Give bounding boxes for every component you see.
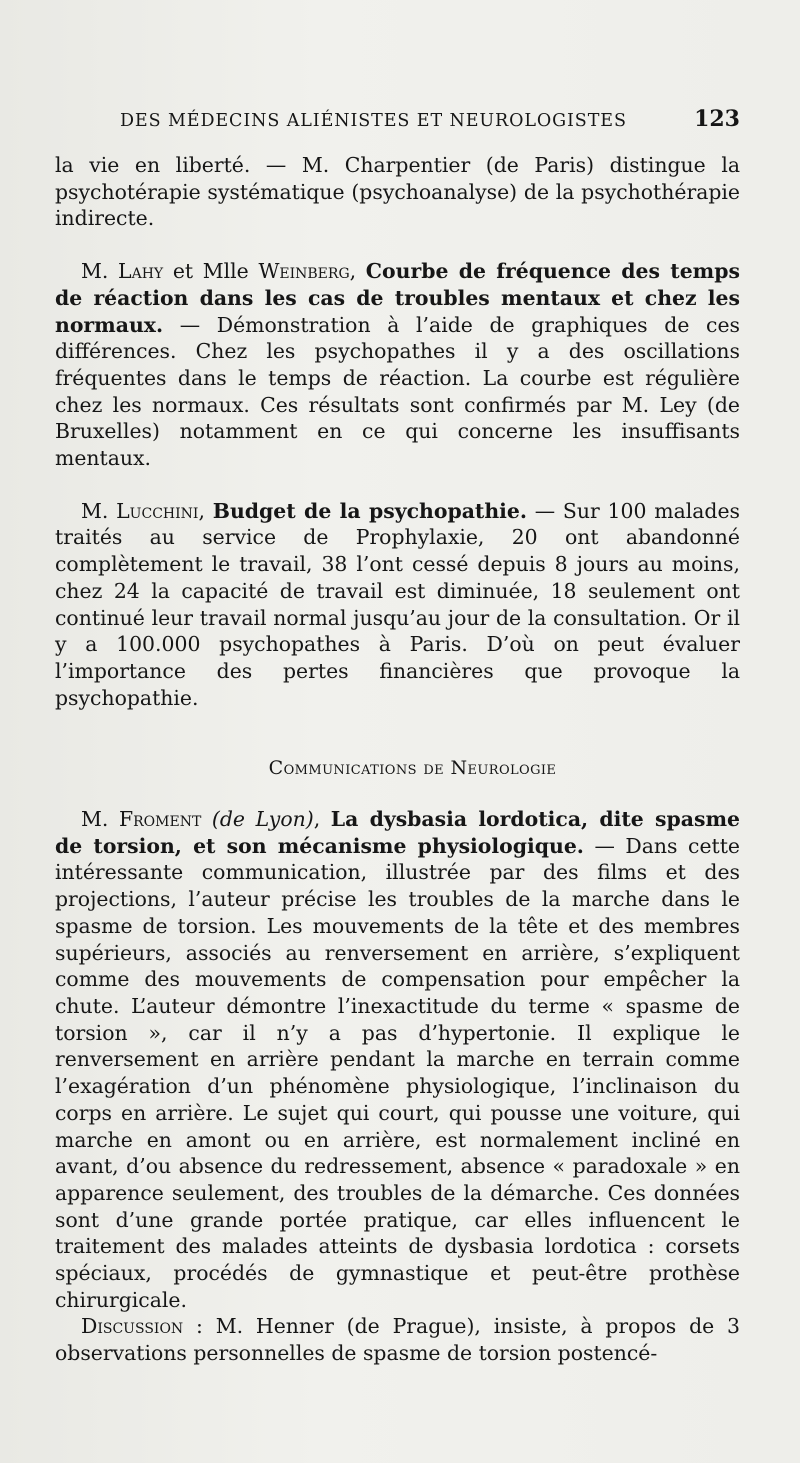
author-froment: Froment [118,807,202,832]
section-heading [55,755,740,782]
communication-body: — Sur 100 malades traités au service de Prophylaxie, 20 ont abandonné complètement le travail, 38 l’ont cessé depuis 8 jours au moins, chez 24 la capacité de travail est diminuée, 18 seulement ont continué leur travail normal jusqu’au jour de la consultation. Or il y a 100.000 psychopathes à Paris. D’où on peut évaluer l’importance des pertes financières que provoque la psychopathie. [55,498,741,710]
discussion-label: Discussion [81,1314,184,1339]
paragraph-discussion [55,1313,740,1366]
author-city: (de Lyon) [201,807,314,832]
discussion-body: : M. Henner (de Prague), insiste, à propos de 3 observations personnelles de spasme de torsion postencé- [55,1314,740,1366]
page-number: 123 [694,106,740,132]
paragraph-charpentier: la vie en liberté. — M. Charpentier (de Paris) distingue la psychotérapie systématique (psychoanalyse) de la psychothérapie indirecte. [55,153,740,231]
body-text [55,152,740,1367]
author-lucchini: Lucchini [116,498,199,523]
author-suffix: , [349,259,366,284]
communication-title: Budget de la psychopathie. [212,498,527,523]
paragraph-froment [55,806,740,1313]
communication-title: La dysbasia lordotica, dite spasme de torsion, et son mécanisme physiologique. [55,807,741,858]
running-title: DES MÉDECINS ALIÉNISTES ET NEUROLOGISTES [120,111,627,131]
author-mid: et Mlle [163,259,259,284]
author-weinberg: Weinberg [258,259,350,284]
paragraph-lahy-weinberg [55,258,740,472]
section-heading-text: Communications de Neurologie [268,757,557,780]
paragraph-lucchini [55,498,740,712]
communication-body: — Dans cette intéressante communication, illustrée par des films et des projections, l’auteur précise les troubles de la marche dans le spasme de torsion. Les mouvements de la tête et des membres supérieurs, associés au renversement en arrière, s’expliquent comme des mouvements de compensation pour empêcher la chute. L’auteur démontre l’inexactitude du terme « spasme de torsion », car il n’y a pas d’hypertonie. Il explique le renversement en arrière pendant la marche en terrain comme l’exagération d’un phénomène physiologique, l’inclinaison du corps en arrière. Le sujet qui court, qui pousse une voiture, qui marche en amont ou en arrière, est normalement incliné en avant, d’ou absence du redressement, absence « paradoxale » en apparence seulement, des troubles de la démarche. Ces données sont d’une grande portée pratique, car elles influencent le traitement des malades atteints de dysbasia lordotica : corsets spéciaux, procédés de gymnastique et peut-être prothèse chirurgicale. [55,833,740,1312]
author-prefix: M. [81,807,119,832]
author-prefix: M. [81,498,117,523]
communication-body: — Démonstration à l’aide de graphiques de ces différences. Chez les psychopathes il y a des oscillations fréquentes dans le temps de réaction. La courbe est régulière chez les normaux. Ces résultats sont confirmés par M. Ley (de Bruxelles) notamment en ce qui concerne les insuffisants mentaux. [55,312,740,471]
running-head [120,106,740,140]
author-suffix: , [198,498,213,523]
author-suffix: , [313,807,331,832]
author-prefix: M. [81,259,119,284]
communication-title: Courbe de fréquence des temps de réaction dans les cas de troubles mentaux et chez les normaux. [55,259,740,337]
author-lahy: Lahy [118,259,164,284]
